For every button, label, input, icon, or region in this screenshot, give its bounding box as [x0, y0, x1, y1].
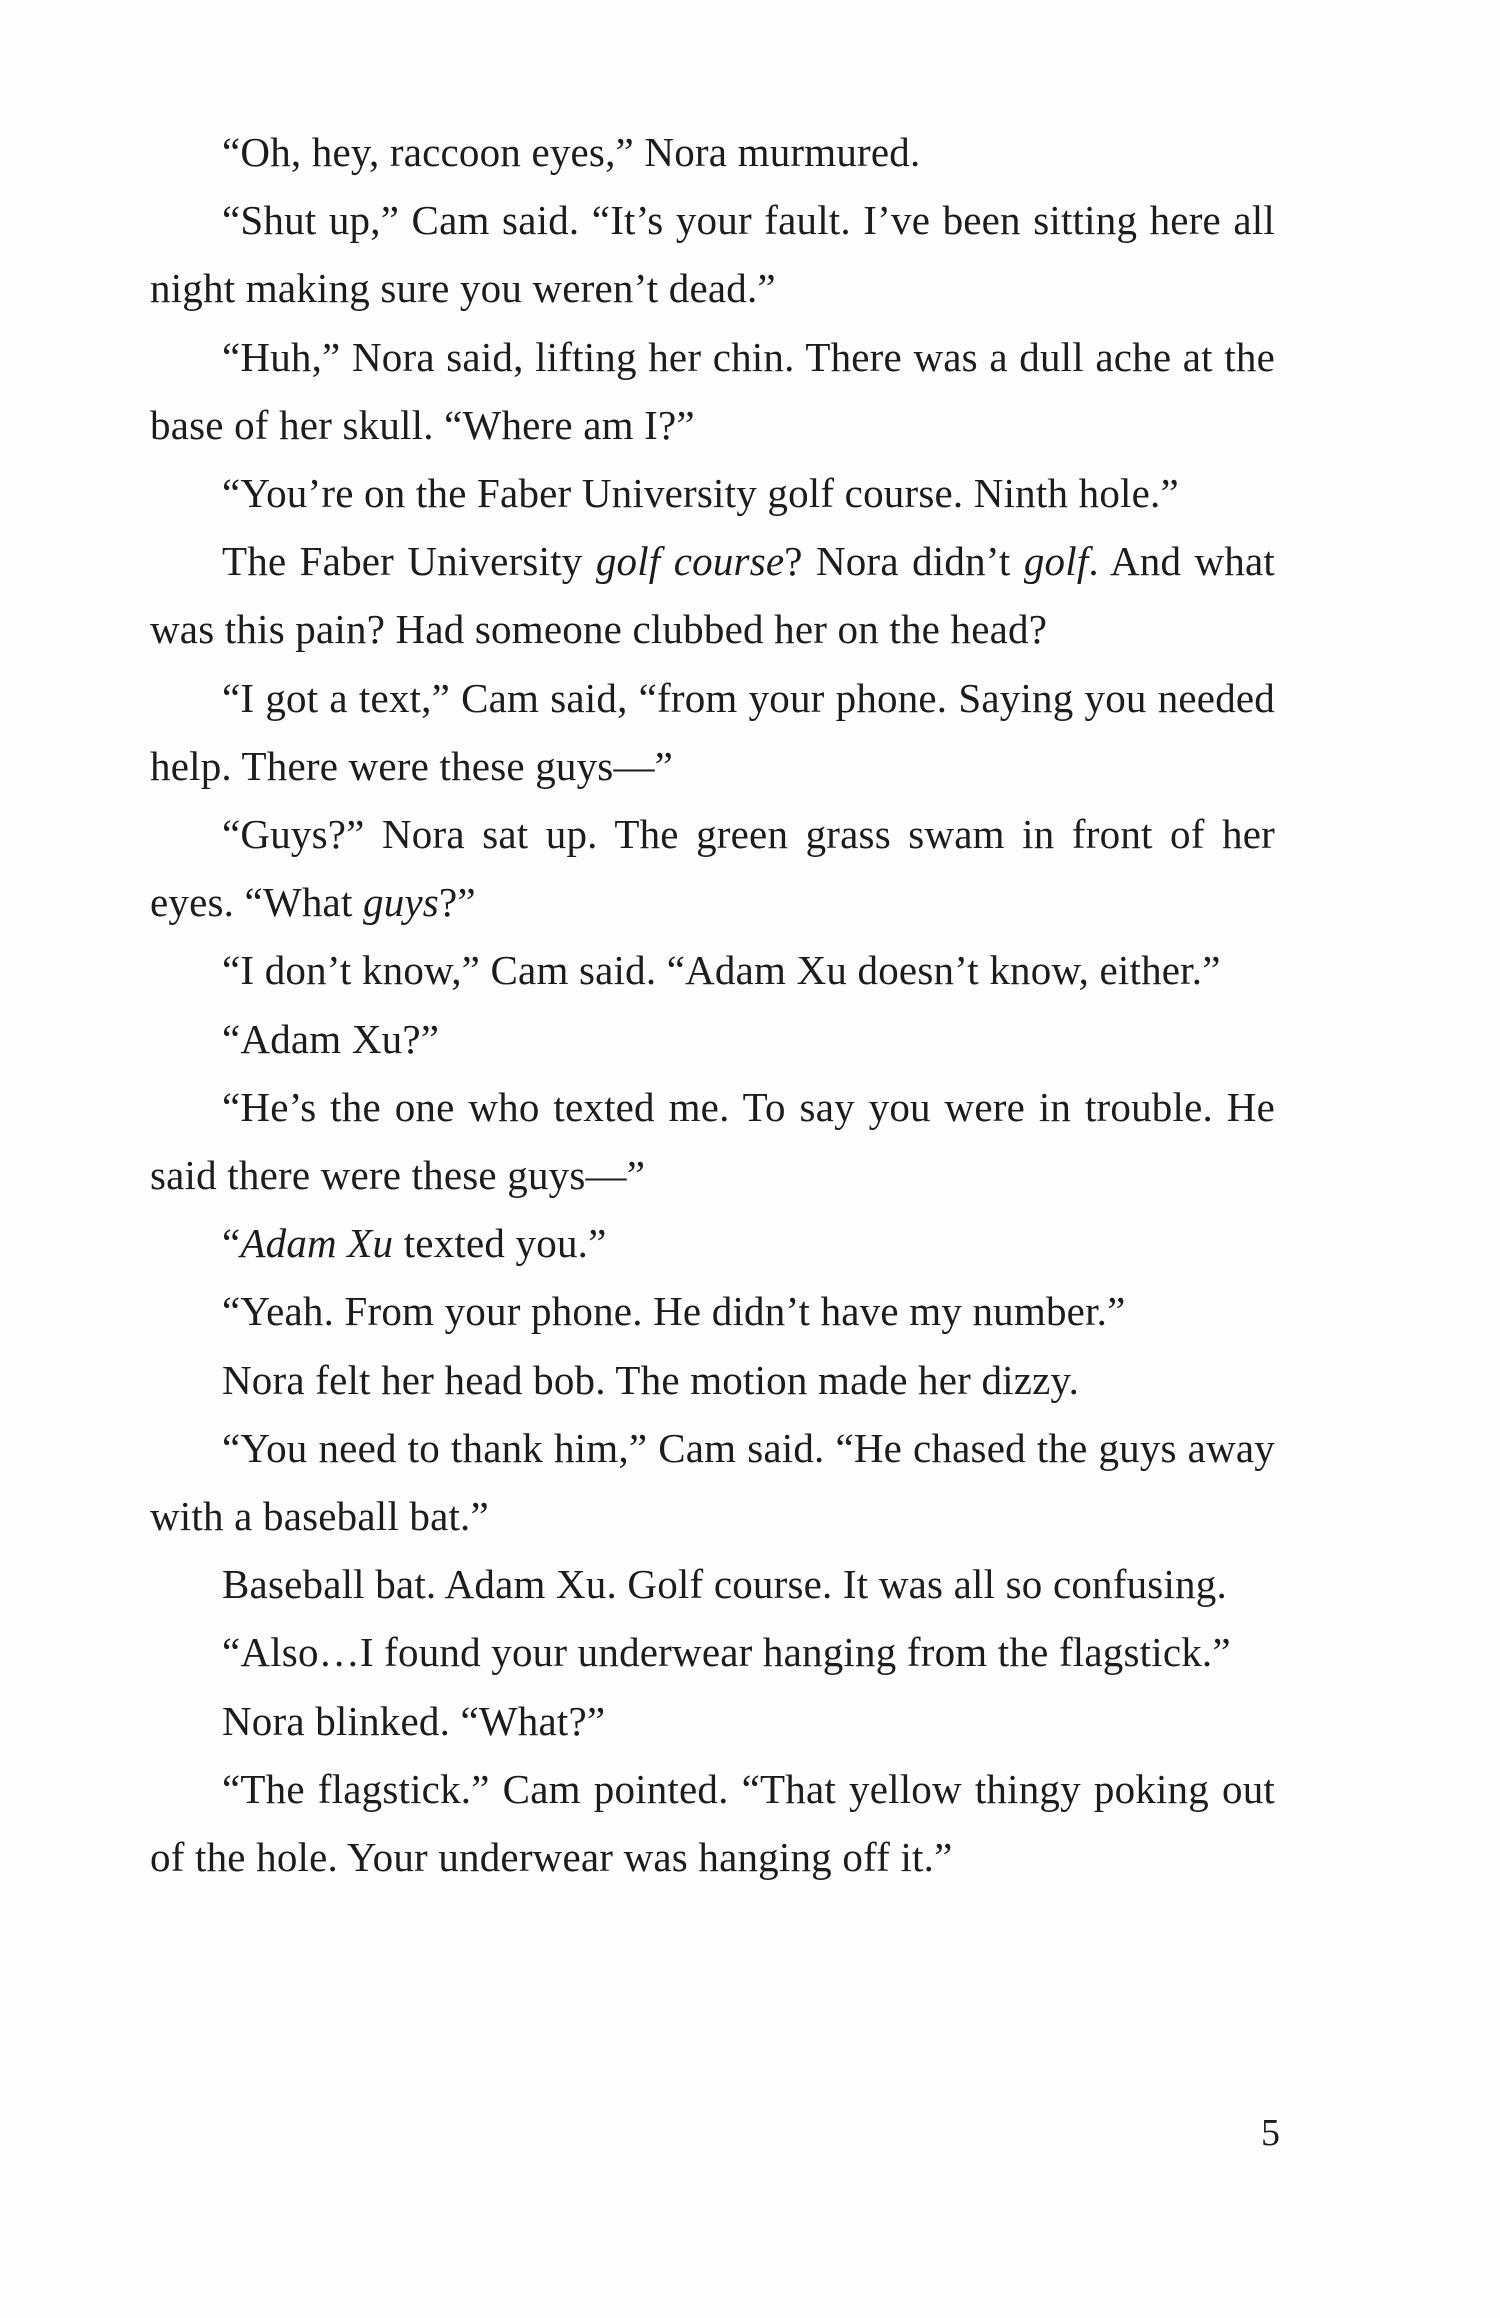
text-run: “Oh, hey, raccoon eyes,” Nora murmured. [222, 129, 921, 175]
italic-run: golf [1023, 538, 1089, 585]
text-run: “You need to thank him,” Cam said. “He chased the guys away with a baseball bat.” [150, 1424, 1275, 1540]
text-run: “I got a text,” Cam said, “from your phone. Saying you needed help. There were these guys—” [150, 674, 1275, 789]
text-run: The Faber University [222, 538, 596, 585]
paragraph [150, 1687, 1275, 1755]
paragraph [150, 1277, 1275, 1345]
italic-run: guys [363, 879, 439, 926]
text-run: “Adam Xu?” [222, 1015, 440, 1062]
paragraph [150, 1618, 1275, 1686]
text-run: Nora felt her head bob. The motion made her dizzy. [222, 1356, 1080, 1403]
italic-run: golf course [595, 538, 785, 585]
text-run: “The flagstick.” Cam pointed. “That yellow thingy poking out of the hole. Your underwear was hanging off it.” [150, 1765, 1275, 1881]
italic-run: Adam Xu [240, 1220, 394, 1267]
text-run: “Guys?” Nora sat up. The green grass swam in front of her eyes. “What [150, 811, 1275, 926]
paragraph [150, 118, 1275, 186]
text-run: “You’re on the Faber University golf course. Ninth hole.” [222, 470, 1179, 517]
paragraph [150, 323, 1275, 459]
paragraph [150, 1755, 1275, 1891]
paragraph [150, 459, 1275, 527]
text-run: “Huh,” Nora said, lifting her chin. There was a dull ache at the base of her skull. “Where am I?” [150, 333, 1275, 448]
text-run: “Yeah. From your phone. He didn’t have my number.” [222, 1288, 1126, 1335]
text-run: texted you.” [393, 1220, 607, 1267]
paragraph [150, 1414, 1275, 1550]
text-run: “ [222, 1220, 241, 1267]
paragraph [150, 664, 1275, 800]
body-text [150, 118, 1275, 1891]
text-run: . And what was this pain? Had someone clubbed her on the head? [150, 538, 1275, 653]
paragraph [150, 936, 1275, 1004]
text-run: “Also…I found your underwear hanging from the flagstick.” [222, 1629, 1231, 1676]
text-run: ?” [438, 879, 476, 926]
text-run: “He’s the one who texted me. To say you were in trouble. He said there were these guys—” [150, 1083, 1275, 1199]
paragraph [150, 1073, 1275, 1209]
paragraph [150, 1550, 1275, 1618]
text-run: ? Nora didn’t [784, 538, 1024, 585]
paragraph [150, 1005, 1275, 1073]
paragraph [150, 1346, 1275, 1414]
page-number: 5 [1261, 2112, 1280, 2154]
paragraph [150, 1209, 1275, 1277]
text-run: “Shut up,” Cam said. “It’s your fault. I’ve been sitting here all night making sure you weren’t dead.” [150, 197, 1275, 312]
paragraph [150, 186, 1275, 322]
paragraph [150, 800, 1275, 936]
text-run: Baseball bat. Adam Xu. Golf course. It was all so confusing. [222, 1561, 1227, 1608]
text-run: “I don’t know,” Cam said. “Adam Xu doesn’t know, either.” [222, 947, 1221, 994]
paragraph [150, 527, 1275, 663]
text-run: Nora blinked. “What?” [222, 1697, 606, 1744]
